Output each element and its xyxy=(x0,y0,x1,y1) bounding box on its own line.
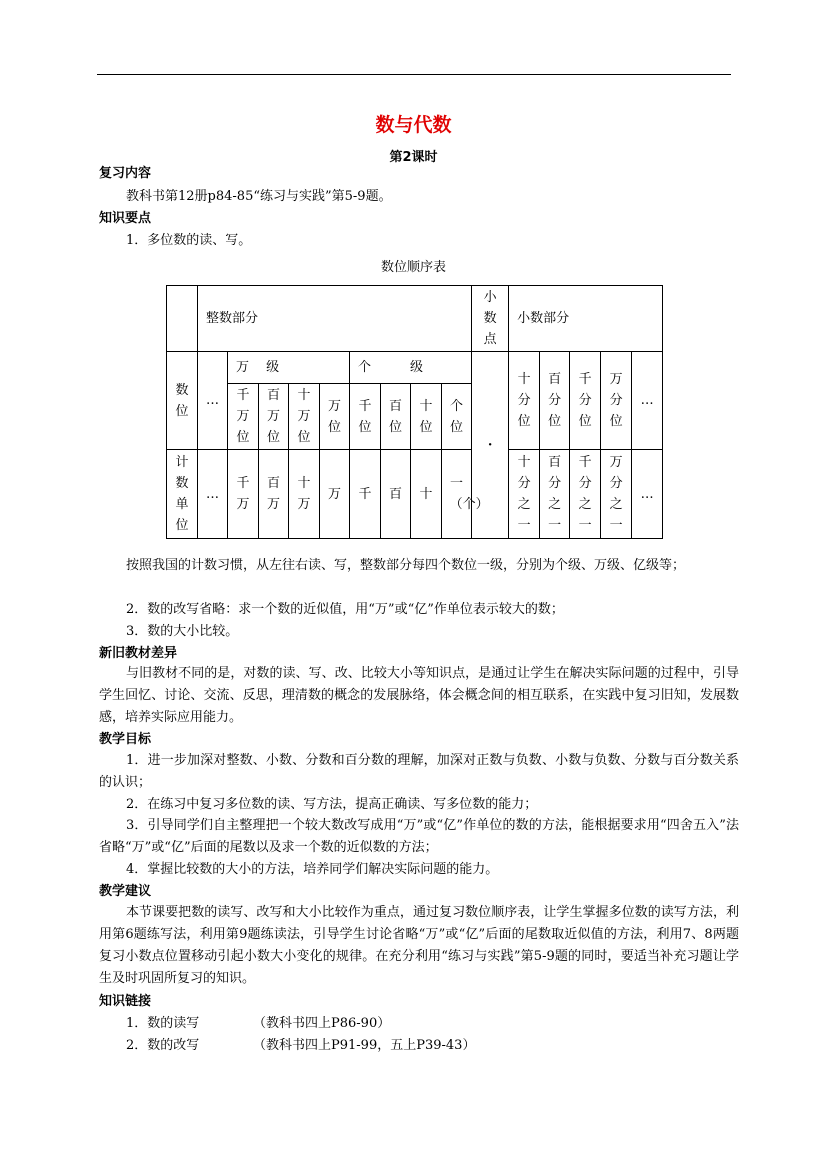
section-heading-goals: 教学目标 xyxy=(99,732,152,747)
counting-habit-paragraph: 按照我国的计数习惯，从左往右读、写，整数部分每四个数位一级，分别为个级、万级、亿级等； xyxy=(126,558,686,573)
unit-qianwan: 千万 xyxy=(228,450,259,539)
page-title: 数与代数 xyxy=(375,114,452,136)
link-2-label: 2．数的改写 xyxy=(126,1038,200,1053)
ellipsis-cell: … xyxy=(198,450,228,539)
unit-wan: 万 xyxy=(320,450,350,539)
dec-place-thousandths: 千分位 xyxy=(570,352,601,450)
section-heading-diff: 新旧教材差异 xyxy=(99,646,178,661)
place-qianwan: 千万位 xyxy=(228,384,259,450)
dec-place-hundredths: 百分位 xyxy=(540,352,570,450)
row-label-unit: 计数单位 xyxy=(167,450,198,539)
section-heading-review: 复习内容 xyxy=(99,166,152,181)
table-caption: 数位顺序表 xyxy=(380,260,446,275)
place-bai: 百位 xyxy=(381,384,411,450)
wan-level-header: 万 级 xyxy=(228,352,350,384)
row-label-place: 数位 xyxy=(167,352,198,450)
review-text: 教科书第12册p84-85“练习与实践”第5-9题。 xyxy=(126,189,392,204)
dec-place-tenths: 十分位 xyxy=(509,352,540,450)
unit-qian: 千 xyxy=(350,450,381,539)
unit-yi-ge: 一（个） xyxy=(442,450,472,539)
advice-paragraph: 本节课要把数的读写、改写和大小比较作为重点，通过复习数位顺序表，让学生掌握多位数的读写方法，利用第6题练写法，利用第9题练读法，引导学生讨论省略“万”或“亿”后面的尾数取近似值的方法，利用7、8两题复习小数点位置移动引起小数大小变化的规律。在充分利用“练习与实践”第5-9题的同时，要适当补充习题让学生及时巩固所复习的知识。 xyxy=(99,905,739,986)
link-2-ref: （教科书四上P91-99，五上P39-43） xyxy=(253,1038,476,1053)
goal-1: 1．进一步加深对整数、小数、分数和百分数的理解，加深对正数与负数、小数与负数、分数与百分数关系的认识； xyxy=(99,753,739,790)
goal-4: 4．掌握比较数的大小的方法，培养同学们解决实际问题的能力。 xyxy=(126,862,499,877)
unit-baiwan: 百万 xyxy=(259,450,289,539)
place-qian: 千位 xyxy=(350,384,381,450)
place-baiwan: 百万位 xyxy=(259,384,289,450)
unit-shi: 十 xyxy=(411,450,442,539)
decimal-point-header xyxy=(472,286,509,352)
point-2: 2．数的改写省略：求一个数的近似值，用“万”或“亿”作单位表示较大的数； xyxy=(126,602,564,617)
section-heading-points: 知识要点 xyxy=(99,211,152,226)
decimal-point-label: 小数点 xyxy=(483,290,497,347)
link-1-ref: （教科书四上P86-90） xyxy=(253,1016,391,1031)
ellipsis-cell: … xyxy=(198,352,228,450)
dec-unit-hundredth: 百分之一 xyxy=(540,450,570,539)
goal-3: 3．引导同学们自主整理把一个较大数改写成用“万”或“亿”作单位的数的方法，能根据要求用“四舍五入”法省略“万”或“亿”后面的尾数以及求一个数的近似数的方法； xyxy=(99,818,739,855)
section-heading-advice: 教学建议 xyxy=(99,884,152,899)
dec-unit-tenth: 十分之一 xyxy=(509,450,540,539)
header-rule xyxy=(97,74,731,75)
ellipsis-cell: … xyxy=(632,450,663,539)
section-heading-links: 知识链接 xyxy=(99,994,152,1009)
dec-unit-ten-thousandth: 万分之一 xyxy=(601,450,632,539)
place-value-table xyxy=(166,285,663,539)
dec-place-ten-thousandths: 万分位 xyxy=(601,352,632,450)
decimal-point-cell: · xyxy=(472,352,509,539)
unit-bai: 百 xyxy=(381,450,411,539)
point-3: 3．数的大小比较。 xyxy=(126,624,239,639)
unit-shiwan: 十万 xyxy=(289,450,320,539)
ge-level-header: 个 级 xyxy=(350,352,472,384)
place-wan: 万位 xyxy=(320,384,350,450)
place-shi: 十位 xyxy=(411,384,442,450)
point-1: 1．多位数的读、写。 xyxy=(126,233,252,248)
goal-2: 2．在练习中复习多位数的读、写方法，提高正确读、写多位数的能力； xyxy=(126,797,538,812)
ellipsis-cell: … xyxy=(632,352,663,450)
place-shiwan: 十万位 xyxy=(289,384,320,450)
link-1-label: 1．数的读写 xyxy=(126,1016,200,1031)
integer-part-header: 整数部分 xyxy=(198,286,472,352)
place-ge: 个位 xyxy=(442,384,472,450)
table-corner xyxy=(167,286,198,352)
lesson-subtitle: 第2课时 xyxy=(389,150,438,165)
decimal-part-header: 小数部分 xyxy=(509,286,663,352)
diff-paragraph: 与旧教材不同的是，对数的读、写、改、比较大小等知识点，是通过让学生在解决实际问题的过程中，引导学生回忆、讨论、交流、反思，理清数的概念的发展脉络，体会概念间的相互联系，在实践中复习旧知，发展数感，培养实际应用能力。 xyxy=(99,666,739,725)
dec-unit-thousandth: 千分之一 xyxy=(570,450,601,539)
